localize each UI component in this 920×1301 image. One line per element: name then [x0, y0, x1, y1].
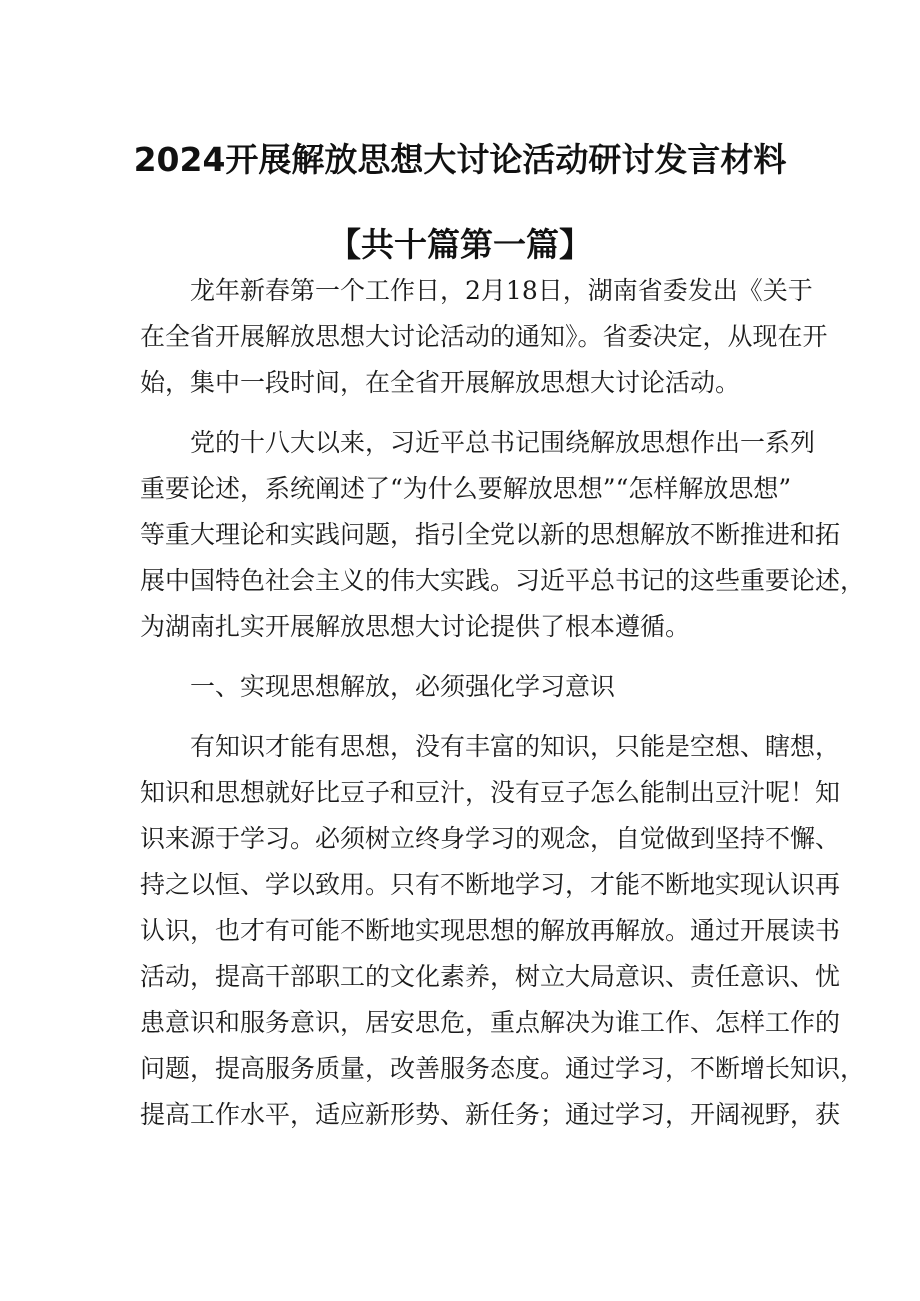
- body-line: 为湖南扎实开展解放思想大讨论提供了根本遵循。: [140, 612, 691, 641]
- body-line: 问题，提高服务质量，改善服务态度。通过学习，不断增长知识，: [140, 1054, 866, 1083]
- body-line: 知识和思想就好比豆子和豆汁，没有豆子怎么能制出豆汁呢！知: [140, 778, 841, 807]
- body-line: 党的十八大以来，习近平总书记围绕解放思想作出一系列: [190, 428, 816, 457]
- body-line: 活动，提高干部职工的文化素养，树立大局意识、责任意识、忧: [140, 962, 841, 991]
- body-line: 重要论述，系统阐述了“为什么要解放思想”“怎样解放思想”: [140, 474, 792, 503]
- body-line: 始，集中一段时间，在全省开展解放思想大讨论活动。: [140, 368, 741, 397]
- body-line: 持之以恒、学以致用。只有不断地学习，才能不断地实现认识再: [140, 870, 841, 899]
- body-line: 识来源于学习。必须树立终身学习的观念，自觉做到坚持不懈、: [140, 824, 841, 853]
- body-line: 有知识才能有思想，没有丰富的知识，只能是空想、瞎想，: [190, 732, 841, 761]
- document-title: 2024开展解放思想大讨论活动研讨发言材料: [133, 140, 787, 179]
- document-subtitle: 【共十篇第一篇】: [328, 225, 592, 264]
- body-line: 展中国特色社会主义的伟大实践。习近平总书记的这些重要论述，: [140, 566, 866, 595]
- body-line: 患意识和服务意识，居安思危，重点解决为谁工作、怎样工作的: [140, 1008, 841, 1037]
- body-line: 认识，也才有可能不断地实现思想的解放再解放。通过开展读书: [140, 916, 841, 945]
- body-line: 龙年新春第一个工作日，2月18日，湖南省委发出《关于: [190, 276, 813, 305]
- body-line: 提高工作水平，适应新形势、新任务；通过学习，开阔视野，获: [140, 1100, 841, 1129]
- body-line: 在全省开展解放思想大讨论活动的通知》。省委决定，从现在开: [140, 322, 828, 351]
- body-line: 等重大理论和实践问题，指引全党以新的思想解放不断推进和拓: [140, 520, 841, 549]
- section-heading: 一、实现思想解放，必须强化学习意识: [190, 672, 616, 701]
